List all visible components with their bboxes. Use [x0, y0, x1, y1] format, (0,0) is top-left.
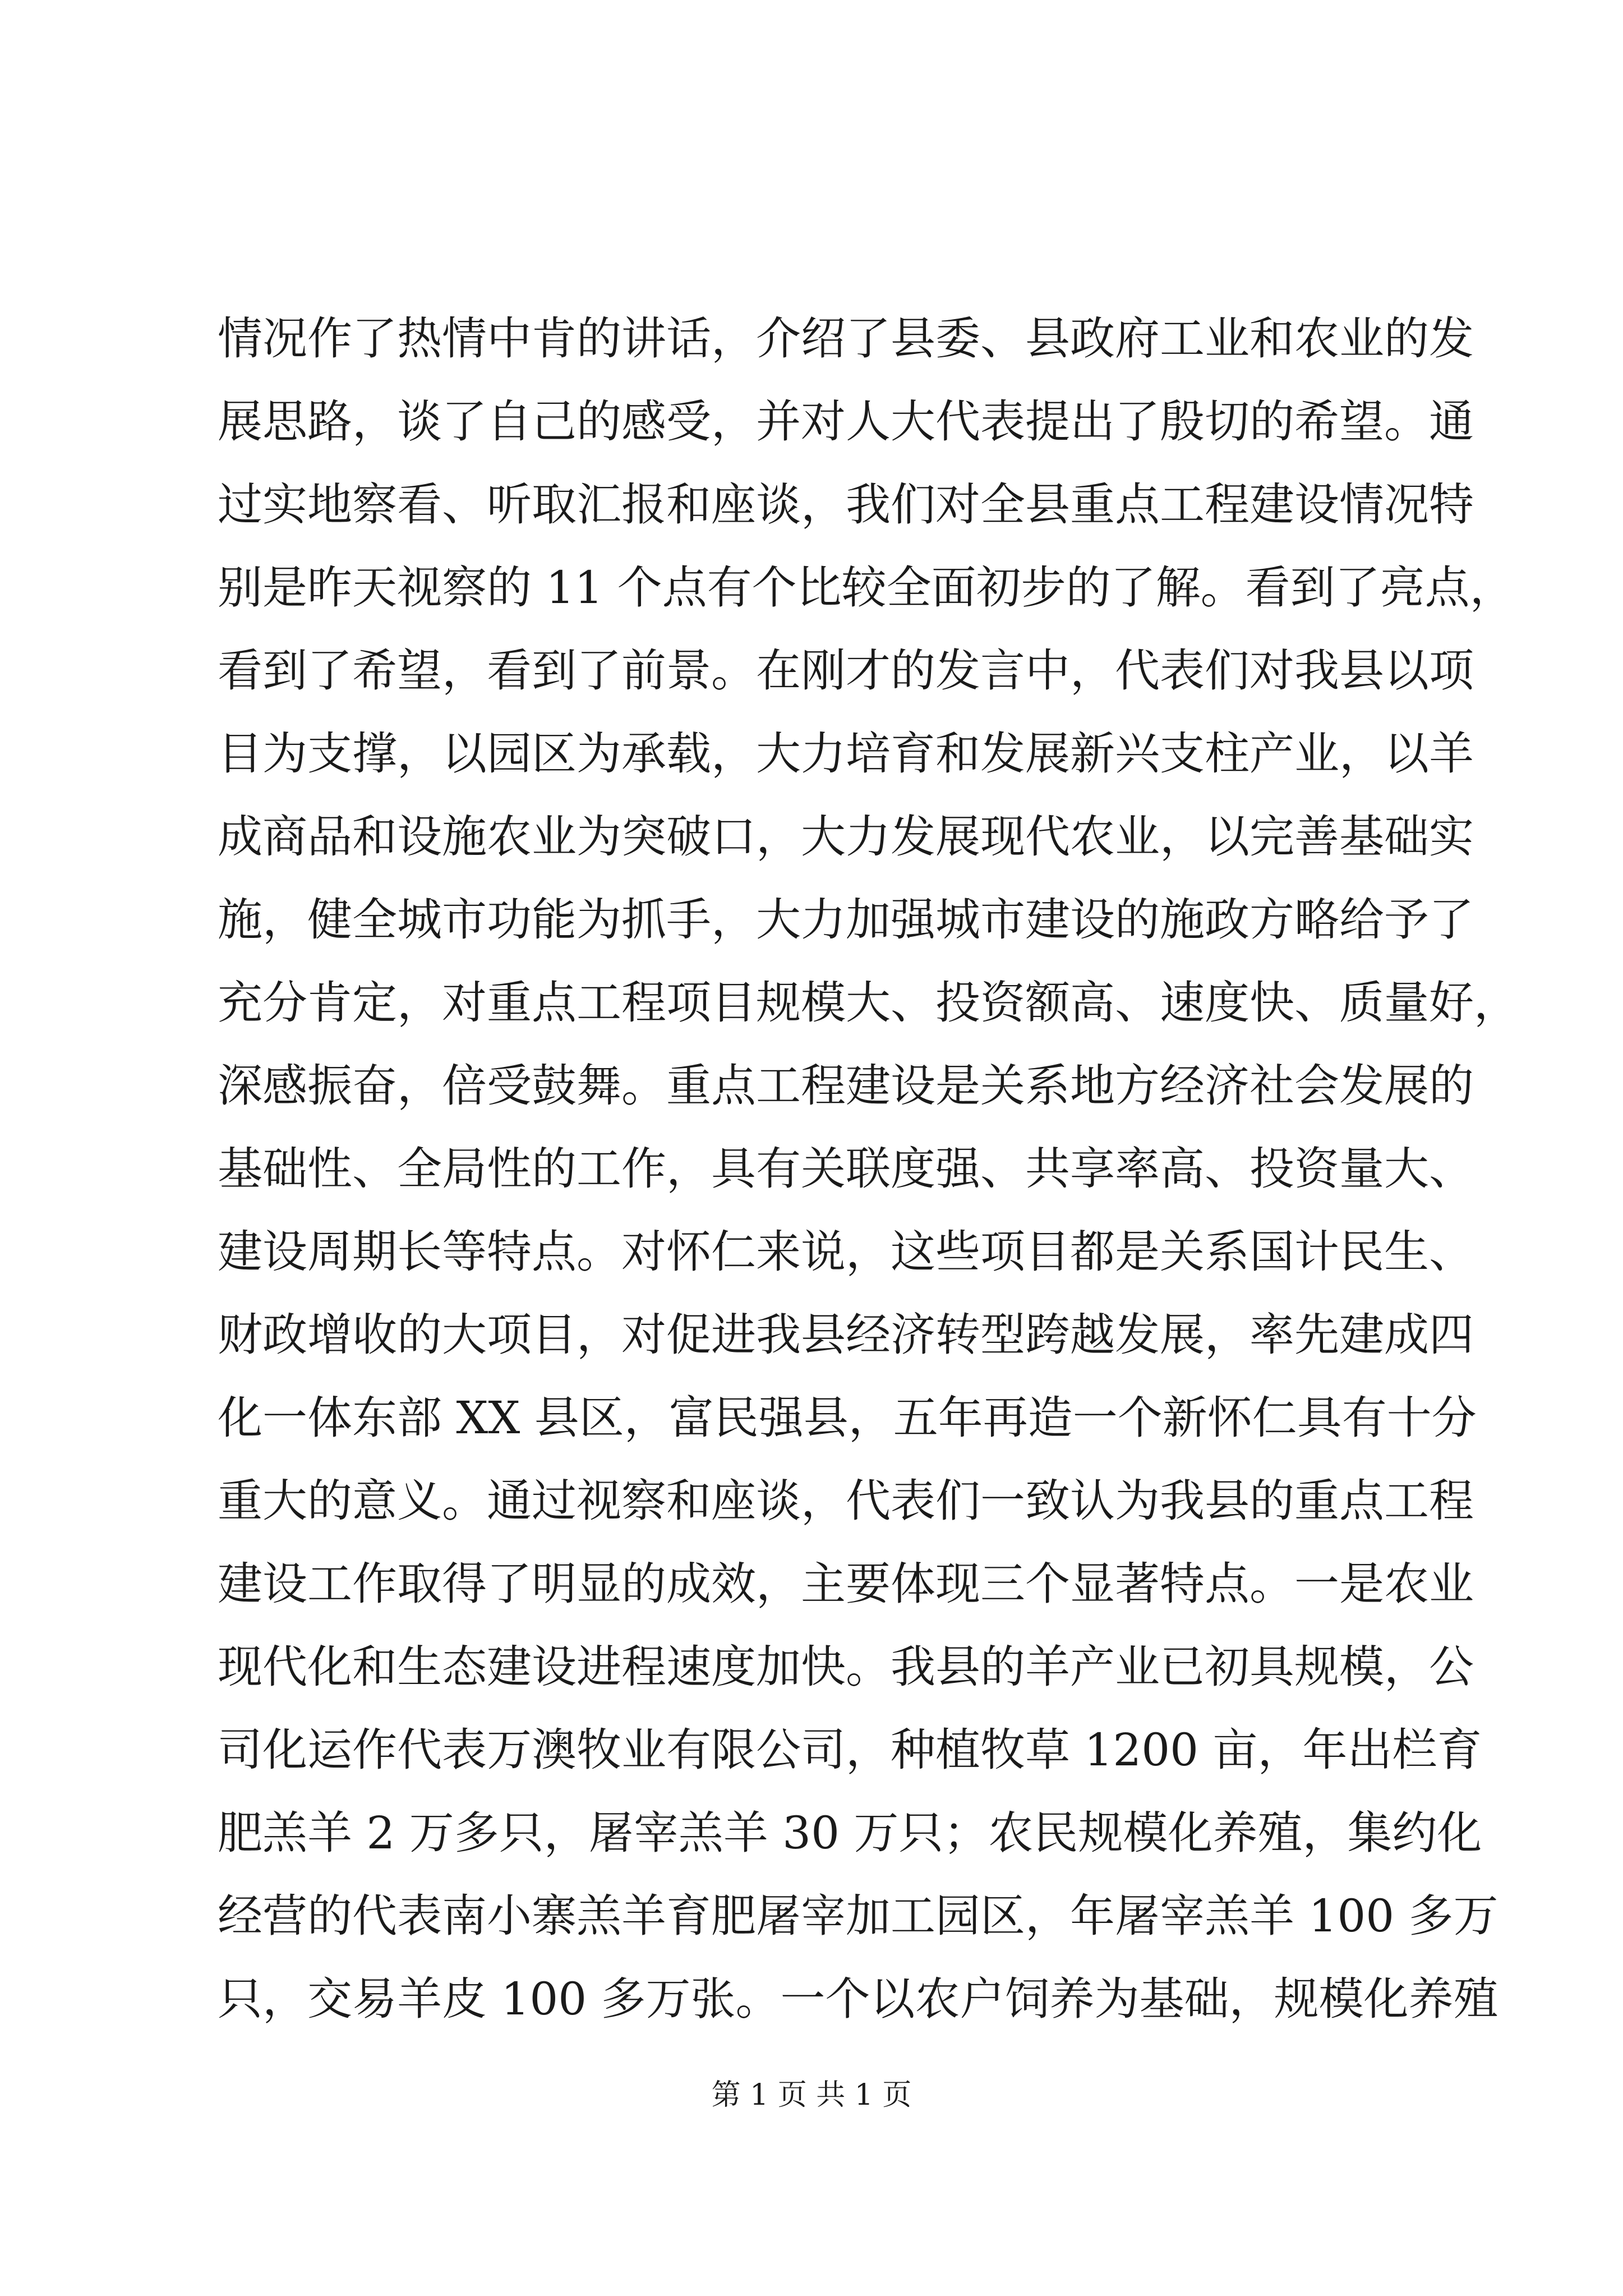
text-line: 经营的代表南小寨羔羊育肥屠宰加工园区，年屠宰羔羊 100 多万: [218, 1890, 1498, 1942]
text-line: 深感振奋，倍受鼓舞。重点工程建设是关系地方经济社会发展的: [218, 1060, 1474, 1112]
text-line: 目为支撑，以园区为承载，大力培育和发展新兴支柱产业，以羊: [218, 728, 1474, 780]
text-line: 充分肯定，对重点工程项目规模大、投资额高、速度快、质量好，: [218, 977, 1519, 1029]
text-line: 化一体东部 XX 县区，富民强县，五年再造一个新怀仁具有十分: [218, 1392, 1477, 1444]
text-line: 建设周期长等特点。对怀仁来说，这些项目都是关系国计民生、: [218, 1226, 1474, 1278]
text-line: 成商品和设施农业为突破口，大力发展现代农业，以完善基础实: [218, 811, 1474, 863]
text-line: 建设工作取得了明显的成效，主要体现三个显著特点。一是农业: [218, 1558, 1474, 1610]
text-line: 司化运作代表万澳牧业有限公司，种植牧草 1200 亩，年出栏育: [218, 1724, 1482, 1776]
text-line: 施，健全城市功能为抓手，大力加强城市建设的施政方略给予了: [218, 894, 1474, 946]
text-line: 情况作了热情中肯的讲话，介绍了县委、县政府工业和农业的发: [218, 312, 1474, 365]
text-line: 只，交易羊皮 100 多万张。一个以农户饲养为基础，规模化养殖: [218, 1973, 1498, 2025]
text-line: 展思路，谈了自己的感受，并对人大代表提出了殷切的希望。通: [218, 395, 1474, 448]
text-line: 肥羔羊 2 万多只，屠宰羔羊 30 万只；农民规模化养殖，集约化: [218, 1807, 1482, 1859]
body-paragraph: [218, 297, 1519, 2041]
text-line: 看到了希望，看到了前景。在刚才的发言中，代表们对我县以项: [218, 645, 1474, 697]
page-number-label: 第 1 页 共 1 页: [711, 2078, 912, 2112]
text-line: 现代化和生态建设进程速度加快。我县的羊产业已初具规模，公: [218, 1641, 1474, 1693]
text-line: 基础性、全局性的工作，具有关联度强、共享率高、投资量大、: [218, 1143, 1474, 1195]
text-line: 重大的意义。通过视察和座谈，代表们一致认为我县的重点工程: [218, 1475, 1474, 1527]
text-line: 财政增收的大项目，对促进我县经济转型跨越发展，率先建成四: [218, 1309, 1474, 1361]
text-line: 过实地察看、听取汇报和座谈，我们对全县重点工程建设情况特: [218, 478, 1474, 531]
page-footer: [0, 2076, 1623, 2115]
text-line: 别是昨天视察的 11 个点有个比较全面初步的了解。看到了亮点，: [218, 562, 1515, 614]
